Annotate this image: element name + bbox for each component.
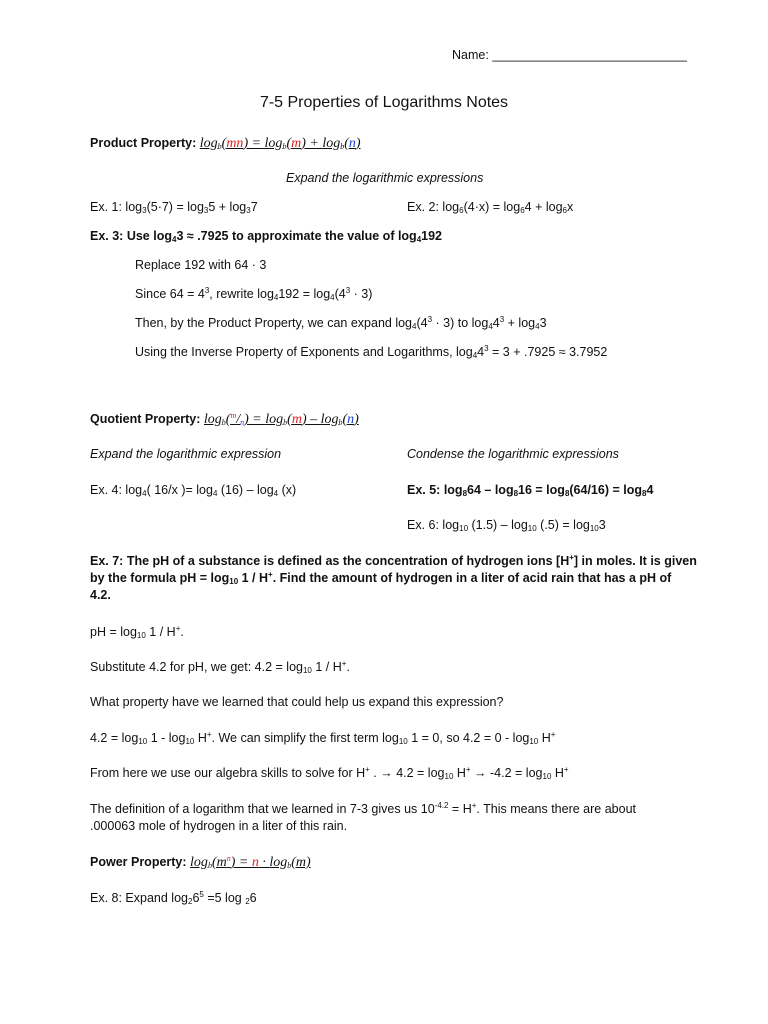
example-1: Ex. 1: $\log_3(5\cdot 7) = \log_35 + \log_37$	[90, 200, 258, 215]
name-label: Name:	[452, 48, 489, 62]
example-3-step-2: Since $64 = 4^3$, rewrite $\log_4192 = \log_4(4^3 \cdot 3)$	[135, 286, 373, 302]
example-3-step-1: Replace 192 with 64 · 3	[135, 258, 267, 272]
power-property-formula: $\log_b(m^n) = n \cdot \log_b(m)$	[190, 854, 311, 870]
quotient-property-heading: Quotient Property:	[90, 412, 201, 426]
example-3-header: Ex. 3: Use $\log_43 \approx .7925$ to approximate the value of $\log_4192$	[90, 229, 443, 244]
example-7-definition-line-2: .000063 mole of hydrogen in a liter of this rain.	[90, 819, 348, 833]
product-property-formula: $\log_b(mn) = \log_b(m) + \log_b(n)$	[199, 136, 361, 151]
product-property-line	[90, 135, 361, 152]
product-instruction: Expand the logarithmic expressions	[286, 171, 484, 185]
example-7-question: What property have we learned that could help us expand this expression?	[90, 695, 504, 709]
example-5: Ex. 5: $\log_864 - \log_816 = \log_8(64/16) = \log_84$	[407, 483, 654, 498]
example-4: Ex. 4: $\log_4$( 16/x )= $\log_4 (16) - \log_4 (x)$	[90, 483, 297, 498]
power-property-heading: Power Property:	[90, 855, 187, 869]
example-7-solve: From here we use our algebra skills to solve for H+ . → $4.2 = \log_{10} H^+ \to -4.2 = \log_{10} H^+$	[90, 765, 569, 781]
quotient-condense-label: Condense the logarithmic expressions	[407, 447, 619, 461]
quotient-expand-label: Expand the logarithmic expression	[90, 447, 282, 461]
power-property-line	[90, 854, 311, 871]
quotient-property-formula: $\log_b(^m/_n) = \log_b(m) - \log_b(n)$	[203, 411, 359, 427]
example-7-simplify: $4.2 = \log_{10} 1 - \log_{10} H^+$. We can simplify the first term $\log_{10} 1 = 0$, so $4.2 = 0 - \log_{10} H^+$	[90, 730, 556, 746]
name-blank: ____________________________	[492, 48, 687, 62]
example-7-problem-line-2: by the formula pH = $\log_{10} 1 / H^+$. Find the amount of hydrogen in a liter of acid rain that has a pH of	[90, 570, 672, 586]
example-7-problem-line-3: 4.2.	[90, 588, 111, 602]
example-7-problem-line-1: Ex. 7: The pH of a substance is defined as the concentration of hydrogen ions [H+] in moles. It is given	[90, 553, 697, 568]
example-3-step-3: Then, by the Product Property, we can expand $\log_4(4^3 \cdot 3)$ to $\log_44^3 + \log_43$	[135, 315, 547, 331]
example-2: Ex. 2: $\log_6(4\cdot x) = \log_64 + \log_6x$	[407, 200, 574, 215]
page-title: 7-5 Properties of Logarithms Notes	[259, 94, 509, 111]
quotient-property-line	[90, 411, 359, 428]
name-field-line	[452, 47, 687, 63]
example-6: Ex. 6: $\log_{10} (1.5) - \log_{10} (.5) = \log_{10}3$	[407, 518, 606, 533]
example-7-line-ph: pH = $\log_{10} 1 / H^+$.	[90, 624, 184, 640]
example-3-step-4: Using the Inverse Property of Exponents and Logarithms, $\log_44^3 = 3 + .7925 \approx 3.7952$	[135, 344, 608, 360]
product-property-heading: Product Property:	[90, 136, 197, 150]
example-7-substitute: Substitute 4.2 for pH, we get: $4.2 = \log_{10} 1 / H^+$.	[90, 659, 350, 675]
example-8: Ex. 8: Expand $\log_26^5 =5$ log $_2$6	[90, 890, 257, 906]
example-7-definition-line-1: The definition of a logarithm that we learned in 7-3 gives us $10^{-4.2} = H^+$. This means there are about	[90, 801, 636, 816]
